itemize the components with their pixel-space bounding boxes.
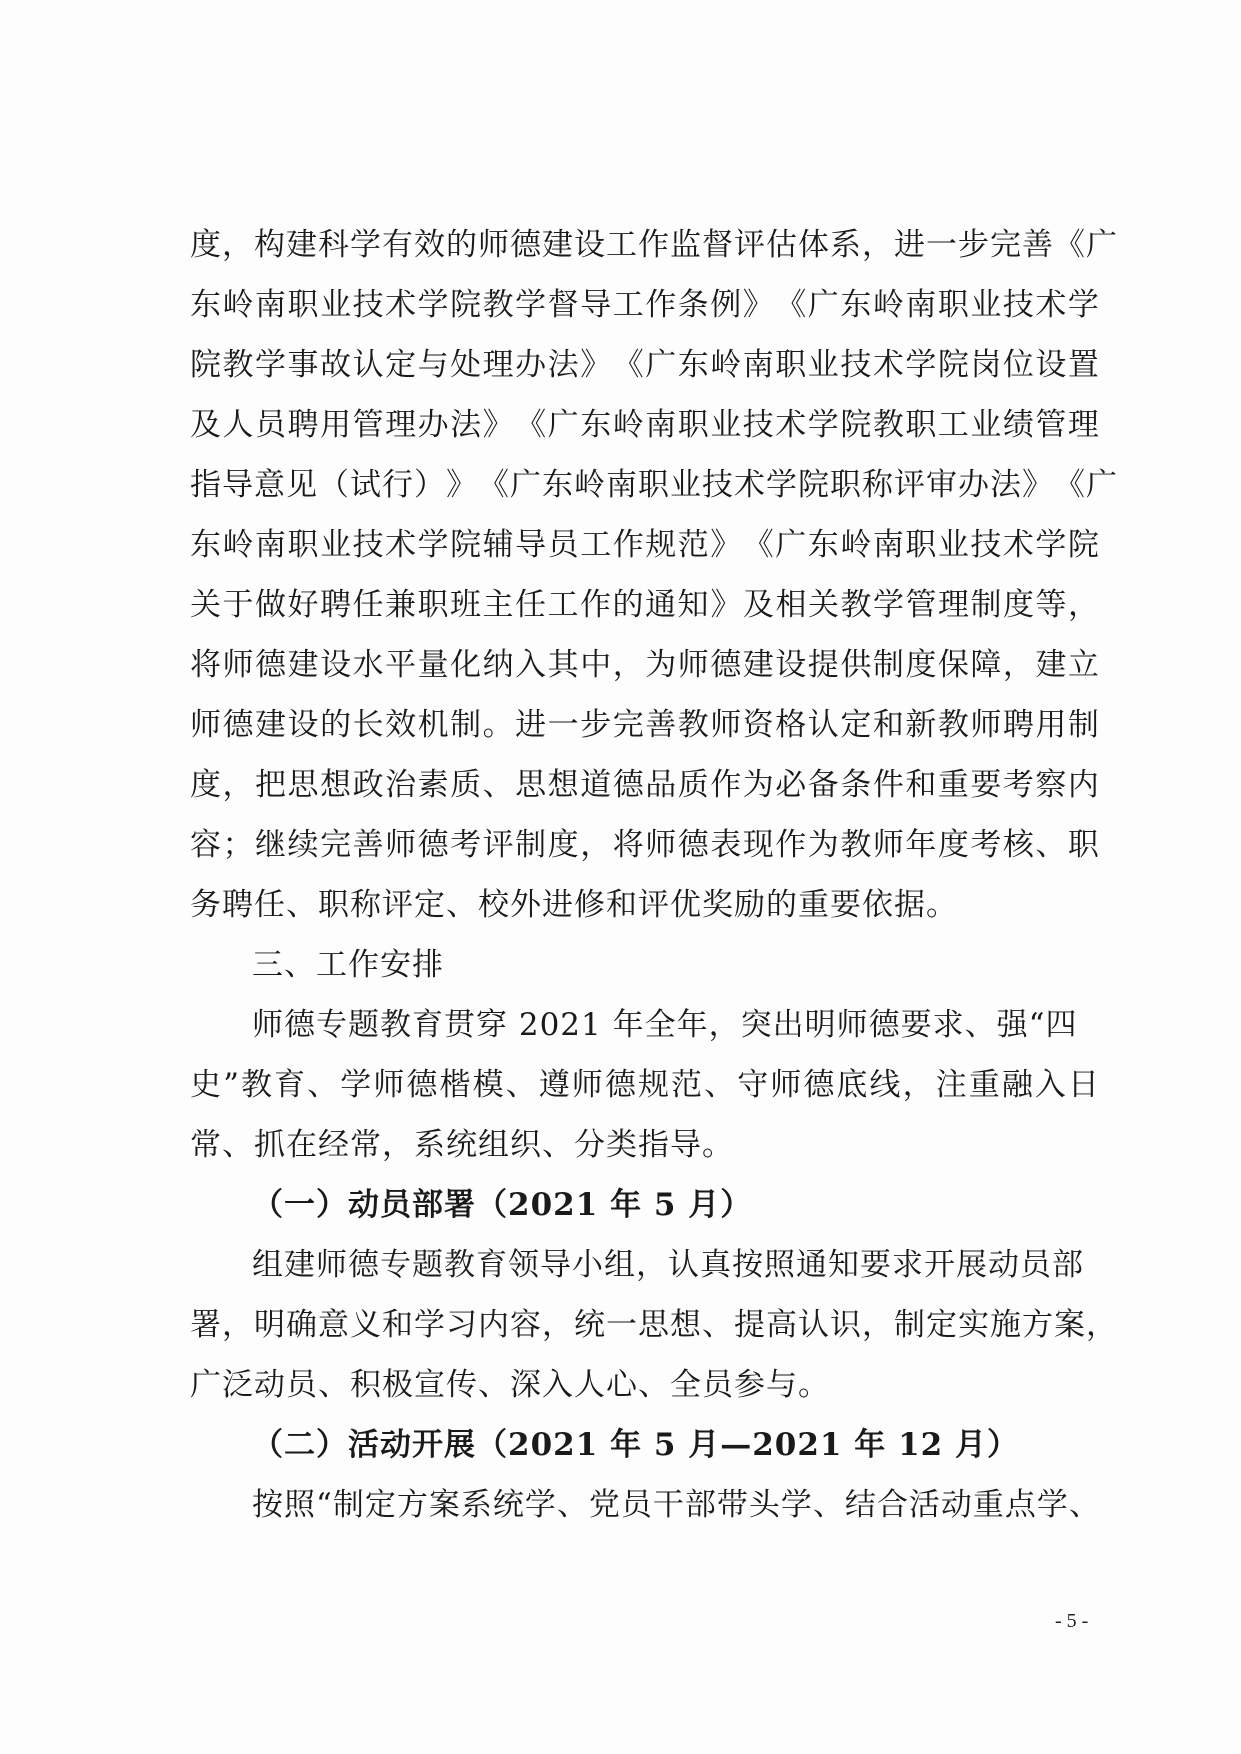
- paragraph-line: 容 ； 继 续 完 善 师 德 考 评 制 度 ， 将 师 德 表 现 作 为 教 师 年 度 考 核 、 职: [190, 827, 1100, 863]
- paragraph-line: 将 师 德 建 设 水 平 量 化 纳 入 其 中 ， 为 师 德 建 设 提 供 制 度 保 障 ， 建 立: [190, 647, 1100, 683]
- paragraph-line: 度 ， 构 建 科 学 有 效 的 师 德 建 设 工 作 监 督 评 估 体 系 ， 进 一 步 完 善 《 广: [190, 227, 1118, 263]
- paragraph-line: 务聘任、职称评定、校外进修和评优奖励的重要依据。: [190, 887, 958, 923]
- paragraph-line: 常、抓在经常，系统组织、分类指导。: [190, 1127, 734, 1163]
- paragraph-line: 关 于 做 好 聘 任 兼 职 班 主 任 工 作 的 通 知 》 及 相 关 教 学 管 理 制 度 等 ，: [190, 587, 1100, 623]
- paragraph-line: 按照“制定方案系统学、党员干部带头学、结合活动重点学、: [252, 1487, 1101, 1523]
- section-heading: 三、工作安排: [252, 947, 444, 983]
- subsection-heading: （二）活动开展（2021 年 5 月—2021 年 12 月）: [252, 1427, 1020, 1463]
- paragraph-line: 广泛动员、积极宣传、深入人心、全员参与。: [190, 1367, 830, 1403]
- paragraph-line: 指 导 意 见 （ 试 行 ） 》 《 广 东 岭 南 职 业 技 术 学 院 职 称 评 审 办 法 》 《 广: [190, 467, 1118, 503]
- paragraph-line: 师 德 建 设 的 长 效 机 制 。 进 一 步 完 善 教 师 资 格 认 定 和 新 教 师 聘 用 制: [190, 707, 1100, 743]
- page-number: - 5 -: [1055, 1610, 1089, 1632]
- paragraph-line: 院 教 学 事 故 认 定 与 处 理 办 法 》 《 广 东 岭 南 职 业 技 术 学 院 岗 位 设 置: [190, 347, 1100, 383]
- paragraph-line: 组建师德专题教育领导小组，认真按照通知要求开展动员部: [252, 1247, 1084, 1283]
- paragraph-line: 署 ， 明 确 意 义 和 学 习 内 容 ， 统 一 思 想 、 提 高 认 识 ， 制 定 实 施 方 案 ，: [190, 1307, 1118, 1343]
- paragraph-line: 史 ” 教 育 、 学 师 德 楷 模 、 遵 师 德 规 范 、 守 师 德 底 线 ， 注 重 融 入 日: [190, 1067, 1100, 1103]
- paragraph-line: 度 ， 把 思 想 政 治 素 质 、 思 想 道 德 品 质 作 为 必 备 条 件 和 重 要 考 察 内: [190, 767, 1100, 803]
- paragraph-line: 师德专题教育贯穿 2021 年全年，突出明师德要求、强“四: [252, 1007, 1078, 1043]
- paragraph-line: 东 岭 南 职 业 技 术 学 院 辅 导 员 工 作 规 范 》 《 广 东 岭 南 职 业 技 术 学 院: [190, 527, 1100, 563]
- paragraph-line: 东 岭 南 职 业 技 术 学 院 教 学 督 导 工 作 条 例 》 《 广 东 岭 南 职 业 技 术 学: [190, 287, 1100, 323]
- subsection-heading: （一）动员部署（2021 年 5 月）: [252, 1187, 753, 1223]
- document-body: [190, 215, 1118, 1535]
- paragraph-line: 及 人 员 聘 用 管 理 办 法 》 《 广 东 岭 南 职 业 技 术 学 院 教 职 工 业 绩 管 理: [190, 407, 1100, 443]
